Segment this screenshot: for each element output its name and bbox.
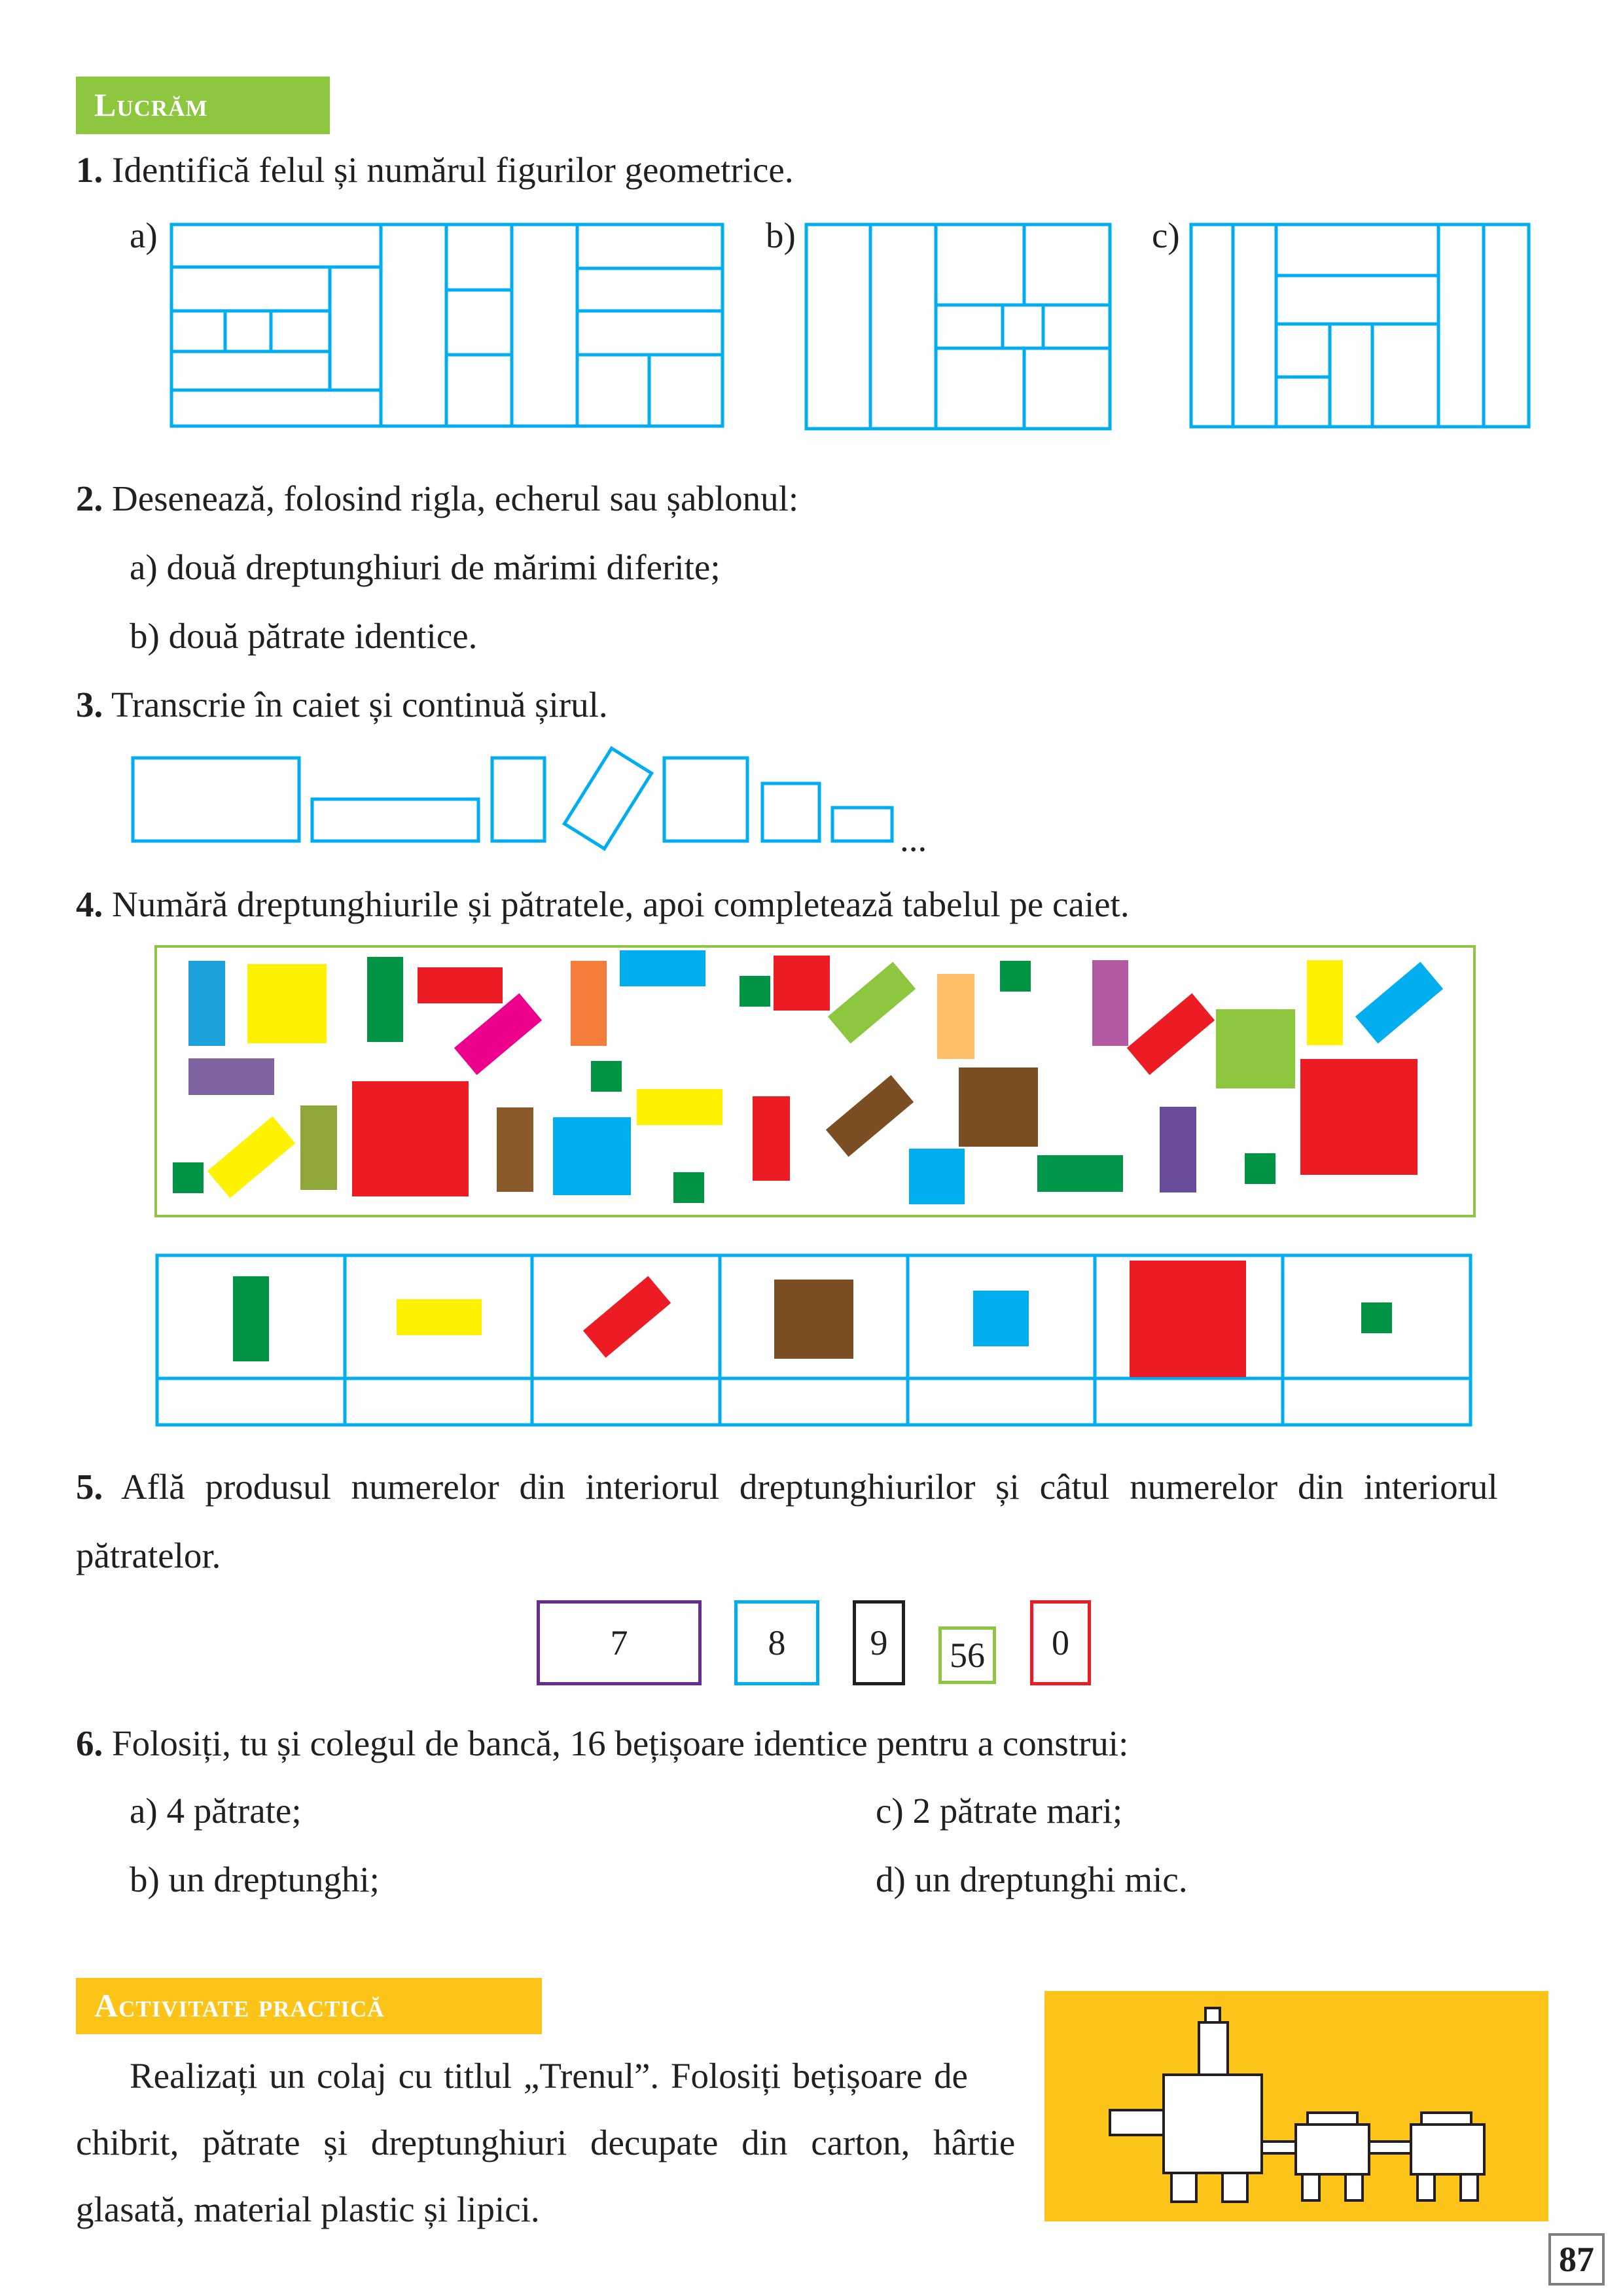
exercise-5-number: 5.: [76, 1467, 103, 1507]
wagon-2: [1411, 2125, 1484, 2174]
train-front: [1110, 2110, 1164, 2135]
exercise-6-item-a: a) 4 pătrate;: [130, 1791, 302, 1831]
wagon-1: [1296, 2125, 1369, 2174]
number-box-value: 0: [1052, 1623, 1069, 1662]
page-number: [1548, 2233, 1605, 2286]
train-cabin: [1164, 2075, 1262, 2173]
train-chimney-top: [1205, 2008, 1220, 2022]
wheel: [1171, 2173, 1196, 2202]
wheel: [1222, 2173, 1247, 2202]
practical-line-1: Realizați un colaj cu titlul „Trenul”. Folosiți bețișoare de: [130, 2056, 968, 2096]
exercise-1-label-c: c): [1152, 215, 1180, 255]
exercise-6-item-b: b) un dreptunghi;: [130, 1859, 380, 1899]
practical-line-2: chibrit, pătrate și dreptunghiuri decupate din carton, hârtie: [76, 2123, 1016, 2162]
exercise-2-text: Desenează, folosind rigla, echerul sau șablonul:: [103, 478, 799, 518]
exercise-1-text: Identifică felul și numărul figurilor geometrice.: [103, 150, 794, 190]
exercise-1-label-b: b): [766, 215, 796, 255]
exercise-4-number: 4.: [76, 884, 103, 924]
exercise-6-number: 6.: [76, 1723, 103, 1763]
exercise-2-item-a: a) două dreptunghiuri de mărimi diferite;: [130, 547, 721, 587]
exercise-1-label-a: a): [130, 215, 158, 255]
number-box-value: 8: [768, 1623, 786, 1662]
exercise-6-text: Folosiți, tu și colegul de bancă, 16 bețișoare identice pentru a construi:: [103, 1723, 1129, 1763]
exercise-6-item-d: d) un dreptunghi mic.: [876, 1859, 1188, 1899]
wheel: [1302, 2174, 1319, 2200]
number-box-value: 56: [950, 1636, 985, 1675]
wheel: [1346, 2174, 1363, 2200]
exercise-3-text: Transcrie în caiet și continuă șirul.: [103, 685, 608, 725]
number-box-value: 9: [870, 1623, 888, 1662]
exercise-5-text: Află produsul numerelor din interiorul dreptunghiurilor și câtul numerelor din interiorul: [103, 1467, 1498, 1507]
exercise-3-ellipsis: ...: [900, 819, 927, 859]
wheel: [1461, 2174, 1478, 2200]
number-box-value: 7: [610, 1623, 628, 1662]
exercise-6-item-c: c) 2 pătrate mari;: [876, 1791, 1123, 1831]
wheel: [1418, 2174, 1435, 2200]
exercise-2-number: 2.: [76, 478, 103, 518]
wagon-1-top: [1308, 2113, 1357, 2125]
train-coupling: [1262, 2142, 1296, 2153]
exercise-1-number: 1.: [76, 150, 103, 190]
exercise-2-item-b: b) două pătrate identice.: [130, 616, 478, 656]
exercise-3-number: 3.: [76, 685, 103, 725]
section-header-activitate-label: Activitate practică: [94, 1987, 385, 2024]
page-number-value: 87: [1559, 2240, 1594, 2279]
exercise-5-statement-line2: pătratelor.: [76, 1535, 221, 1575]
section-header-lucram-label: Lucrăm: [94, 86, 208, 123]
practical-line-3: glasată, material plastic și lipici.: [76, 2189, 540, 2229]
wagon-2-top: [1421, 2113, 1471, 2125]
exercise-4-text: Numără dreptunghiurile și pătratele, apoi completează tabelul pe caiet.: [103, 884, 1130, 924]
train-chimney: [1199, 2022, 1228, 2075]
train-coupling: [1369, 2142, 1411, 2153]
